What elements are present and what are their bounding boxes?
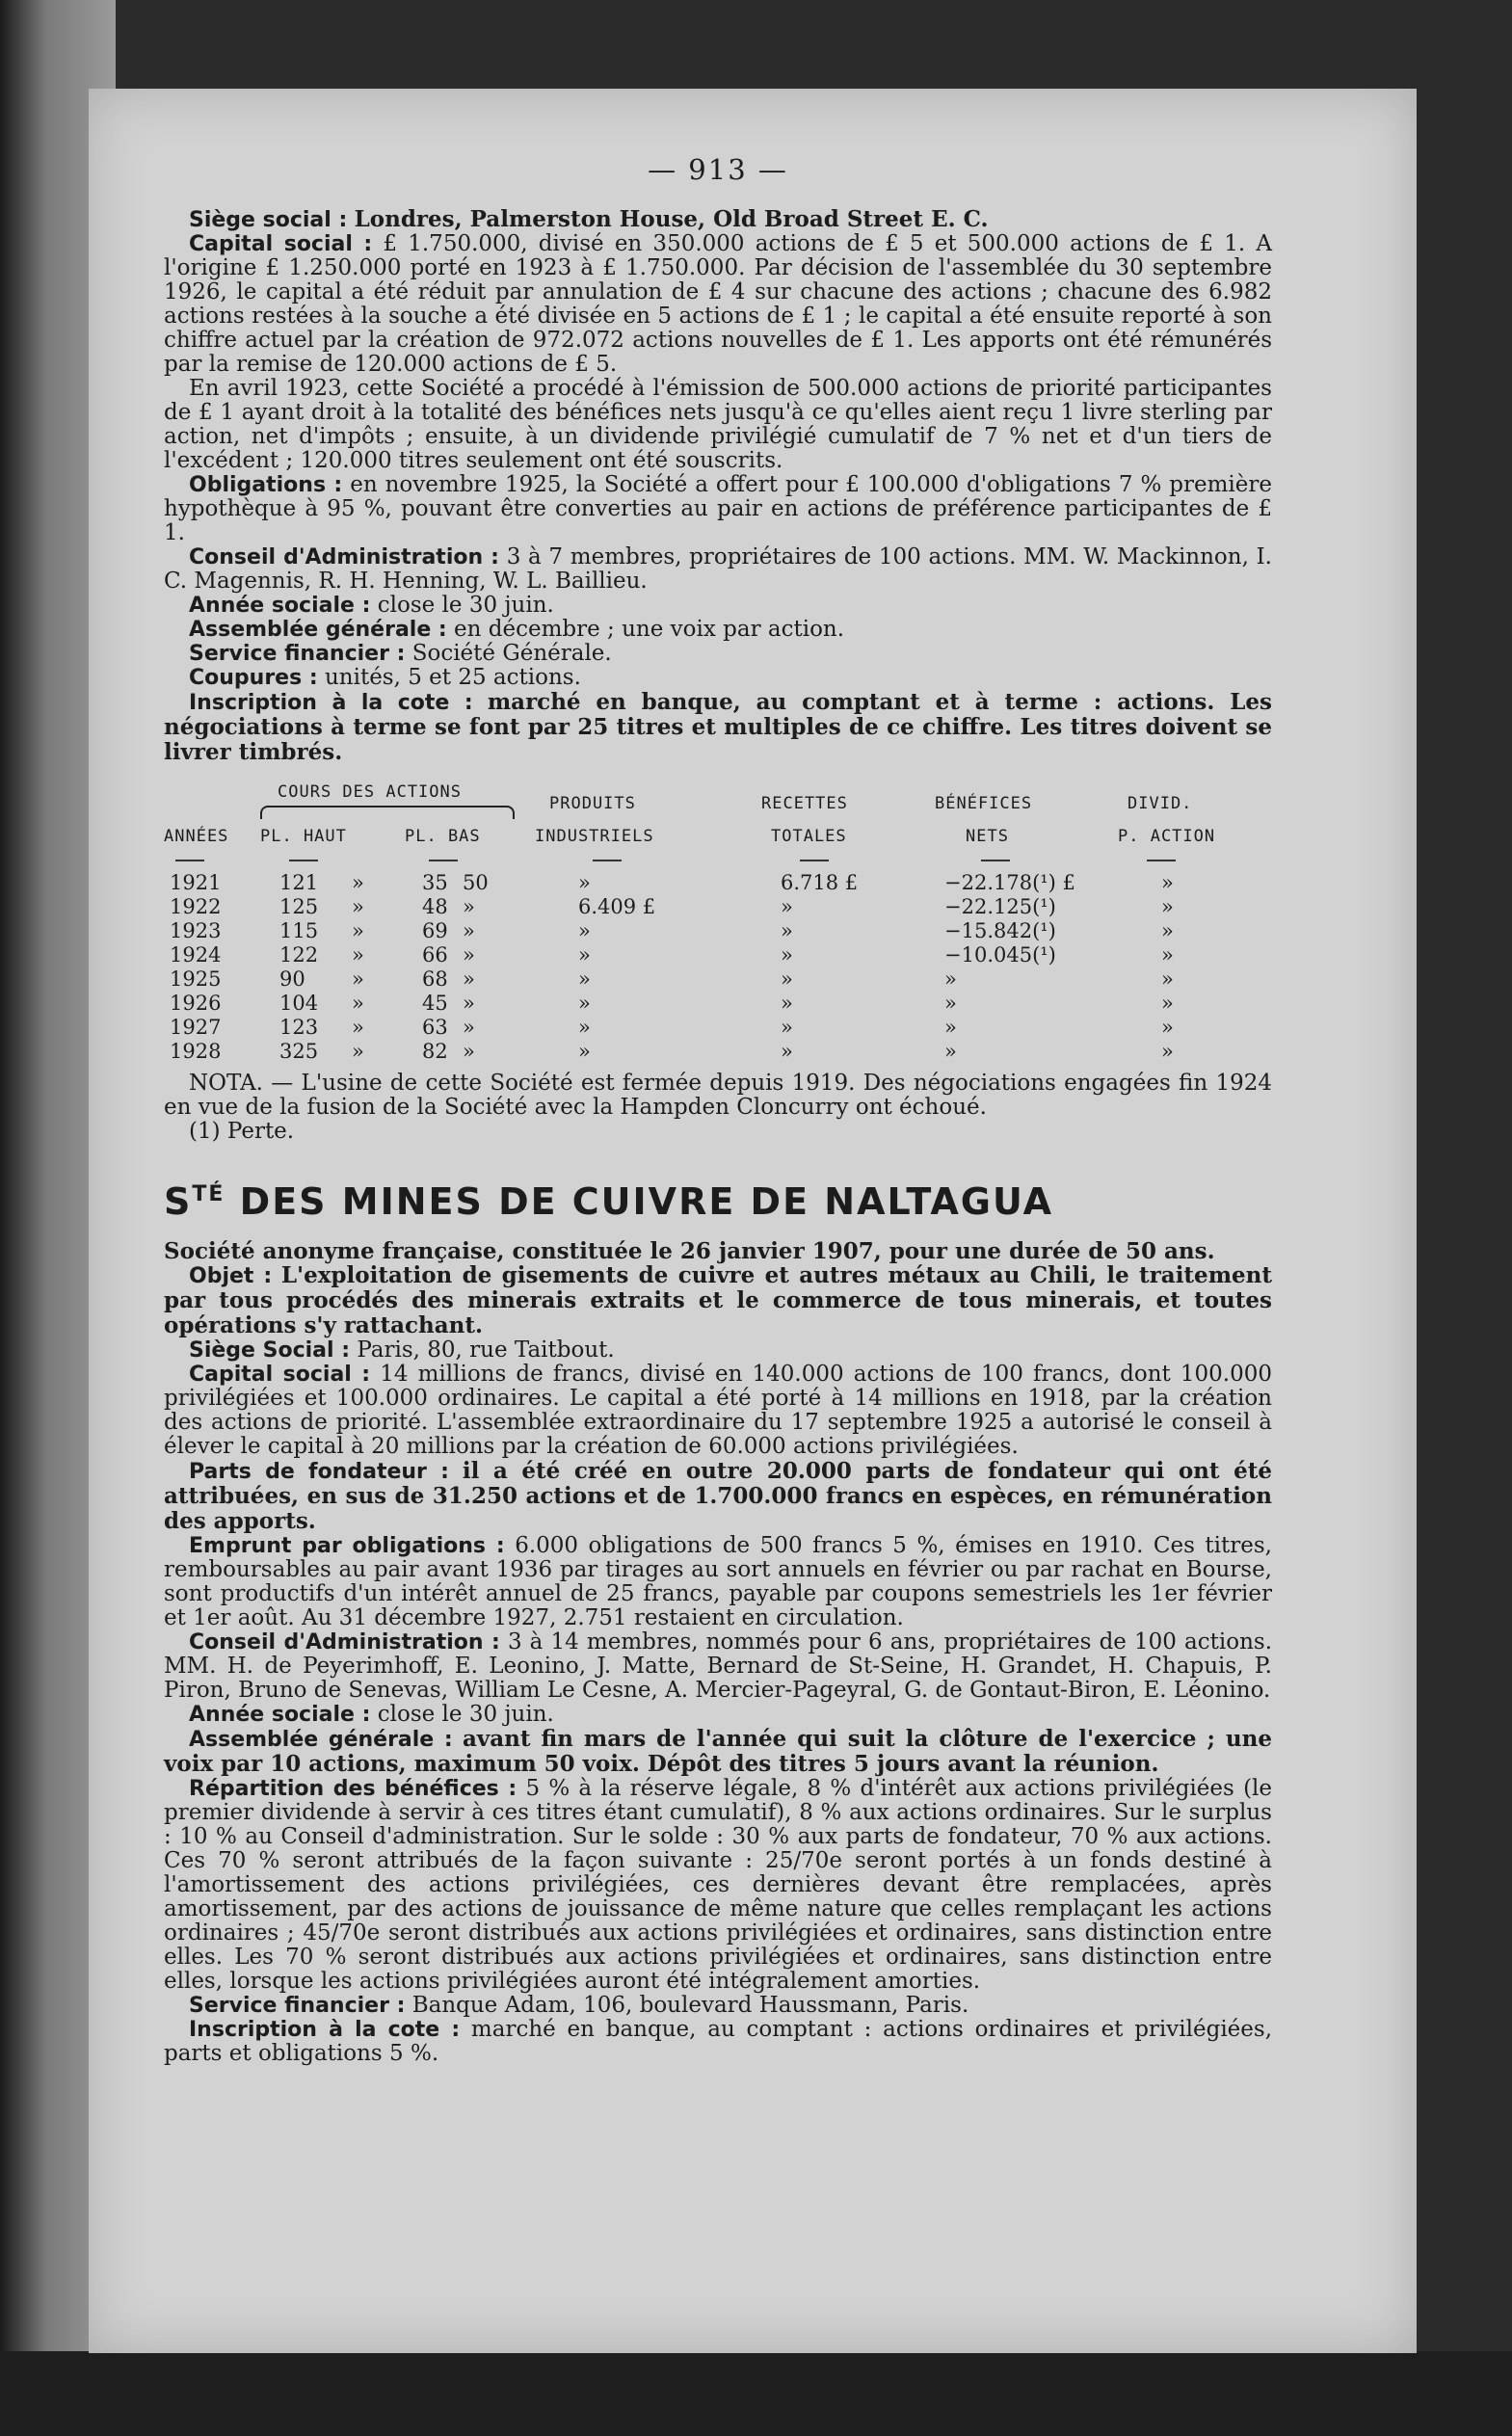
- s2-assemblee-label: Assemblée générale :: [189, 1728, 453, 1752]
- cell-benefices: −10.045(¹): [944, 943, 1056, 966]
- cell-recettes: »: [781, 895, 793, 918]
- cell-pl-haut-frac: »: [352, 895, 364, 918]
- service-paragraph: [164, 642, 1272, 666]
- service-text: Société Générale.: [411, 641, 612, 666]
- header-produits-2: INDUSTRIELS: [535, 827, 654, 846]
- inscription-text: marché en banque, au comptant et à terme : actions. Les négociations à terme se font par 25 titres et multiples de ce chiffre. Les titres doivent se livrer timbrés.: [164, 689, 1272, 765]
- cell-pl-haut-frac: »: [352, 1016, 364, 1039]
- conseil-text: 3 à 7 membres, propriétaires de 100 actions. MM. W. Mackinnon, I. C. Magennis, R. H. Henning, W. L. Baillieu.: [164, 544, 1272, 594]
- cell-divid: »: [1161, 1016, 1174, 1039]
- cell-pl-haut-frac: »: [352, 967, 364, 991]
- s2-annee-text: close le 30 juin.: [377, 1702, 554, 1727]
- s2-repartition-label: Répartition des bénéfices :: [189, 1777, 517, 1801]
- s2-parts-text: il a été créé en outre 20.000 parts de fondateur qui ont été attribuées, en sus de 31.250 actions et de 1.700.000 francs en espèces, en rémunération des apports.: [164, 1458, 1272, 1534]
- s2-assemblee-text: avant fin mars de l'année qui suit la clôture de l'exercice ; une voix par 10 actions, maximum 50 voix. Dépôt des titres 5 jours avant la réunion.: [164, 1726, 1273, 1777]
- s2-repartition-paragraph: [164, 1777, 1272, 1994]
- service-label: Service financier :: [189, 642, 406, 666]
- header-benefices-1: BÉNÉFICES: [935, 794, 1033, 813]
- avril-paragraph: En avril 1923, cette Société a procédé à l'émission de 500.000 actions de priorité participantes de £ 1 ayant droit à la totalité des bénéfices nets jusqu'à ce qu'elles aient reçu 1 livre sterling par action, net d'impôts ; ensuite, à un dividende privilégié cumulatif de 7 % net et d'un tiers de l'excédent ; 120.000 titres seulement ont été souscrits.: [164, 376, 1272, 473]
- header-divid-2: P. ACTION: [1118, 827, 1216, 846]
- cell-recettes: »: [781, 1016, 793, 1039]
- cell-pl-bas: 82: [422, 1040, 448, 1063]
- s2-siege-label: Siège Social :: [189, 1338, 351, 1363]
- header-annees: ANNÉES: [164, 827, 229, 846]
- header-recettes-2: TOTALES: [771, 827, 847, 846]
- s2-siege-text: Paris, 80, rue Taitbout.: [357, 1337, 615, 1363]
- cell-pl-bas-frac: »: [463, 967, 475, 991]
- section-title-sup: TÉ: [192, 1182, 225, 1206]
- cell-produits: »: [578, 1040, 591, 1063]
- cell-pl-bas: 68: [422, 967, 448, 991]
- cell-divid: »: [1161, 919, 1174, 942]
- siege-label: Siège social :: [189, 208, 348, 232]
- cell-pl-bas-frac: »: [463, 919, 475, 942]
- s2-capital-paragraph: [164, 1363, 1272, 1459]
- cell-pl-haut: 90: [279, 967, 305, 991]
- header-cours-des-actions: COURS DES ACTIONS: [278, 782, 462, 802]
- conseil-paragraph: [164, 545, 1272, 594]
- header-benefices-2: NETS: [966, 827, 1009, 846]
- s2-objet-label: Objet :: [189, 1264, 273, 1288]
- dash: [800, 860, 829, 861]
- table-row: [164, 871, 1272, 895]
- obligations-paragraph: [164, 473, 1272, 545]
- cell-produits: »: [578, 919, 591, 942]
- s2-capital-text: 14 millions de francs, divisé en 140.000 actions de 100 francs, dont 100.000 privilégiées et 100.000 ordinaires. Le capital a été porté à 14 millions en 1918, par la création des actions de priorité. L'assemblée extraordinaire du 17 septembre 1925 a autorisé le conseil à élever le capital à 20 millions par la création de 60.000 actions privilégiées.: [164, 1362, 1272, 1459]
- cell-pl-haut-frac: »: [352, 992, 364, 1015]
- capital-paragraph: [164, 232, 1272, 377]
- cell-pl-haut: 123: [279, 1016, 319, 1039]
- cell-recettes: »: [781, 919, 793, 942]
- cell-year: 1921: [170, 871, 222, 894]
- header-divid-1: DIVID.: [1127, 794, 1193, 813]
- table-body: [164, 871, 1272, 1064]
- nota-paragraph: [164, 1072, 1272, 1120]
- cell-produits: 6.409 £: [578, 895, 656, 918]
- cell-pl-bas-frac: »: [463, 1040, 475, 1063]
- nota-text: — L'usine de cette Société est fermée depuis 1919. Des négociations engagées fin 1924 en vue de la fusion de la Société avec la Hampden Cloncurry ont échoué.: [164, 1071, 1272, 1120]
- s2-repartition-text: 5 % à la réserve légale, 8 % d'intérêt aux actions privilégiées (le premier dividende à servir à ces titres étant cumulatif), 8 % aux actions ordinaires. Sur le surplus : 10 % au Conseil d'administration. Sur le solde : 30 % aux parts de fondateur, 70 % aux actions. Ces 70 % seront attribués de la façon suivante : 25/70e seront portés à un fonds destiné à l'amortissement des actions privilégiées, ces dernières devant être remplacées, après amortissement, par des actions de jouissance de même nature que celles remplaçant les actions ordinaires ; 45/70e seront distribués aux actions privilégiées et ordinaires, sans distinction entre elles. Les 70 % seront distribués aux actions privilégiées et ordinaires, sans distinction entre elles, lorsque les actions privilégiées auront été intégralement amorties.: [164, 1776, 1273, 1994]
- cell-recettes: »: [781, 992, 793, 1015]
- table-row: [164, 967, 1272, 992]
- coupures-paragraph: [164, 666, 1272, 690]
- dash: [175, 860, 204, 861]
- cell-pl-haut-frac: »: [352, 919, 364, 942]
- cell-pl-bas-frac: »: [463, 992, 475, 1015]
- cell-produits: »: [578, 943, 591, 966]
- cell-recettes: 6.718 £: [781, 871, 859, 894]
- assemblee-paragraph: [164, 618, 1272, 642]
- header-pl-haut: PL. HAUT: [260, 827, 347, 846]
- cell-year: 1927: [170, 1016, 222, 1039]
- s2-conseil-text: 3 à 14 membres, nommés pour 6 ans, propriétaires de 100 actions. MM. H. de Peyerimhoff, E. Leonino, J. Matte, Bernard de St-Seine, H. Grandet, H. Chapuis, P. Piron, Bruno de Senevas, William Le Cesne, A. Mercier-Pageyral, G. de Gontaut-Biron, E. Léonino.: [164, 1629, 1273, 1703]
- cell-pl-bas: 35: [422, 871, 448, 894]
- annee-paragraph: [164, 594, 1272, 618]
- table-header-top: [164, 779, 1272, 823]
- s2-conseil-paragraph: [164, 1630, 1272, 1703]
- table-row: [164, 943, 1272, 967]
- header-brace: [260, 806, 515, 819]
- table-row: [164, 1040, 1272, 1064]
- s2-capital-label: Capital social :: [189, 1363, 371, 1387]
- cell-benefices: »: [944, 967, 957, 991]
- cell-benefices: −22.178(¹) £: [944, 871, 1075, 894]
- financial-table: [164, 779, 1272, 1064]
- cell-benefices: −15.842(¹): [944, 919, 1056, 942]
- section-title-rest: DES MINES DE CUIVRE DE NALTAGUA: [239, 1180, 1054, 1223]
- cell-pl-bas-frac: »: [463, 943, 475, 966]
- cell-year: 1924: [170, 943, 222, 966]
- cell-pl-haut: 104: [279, 992, 319, 1015]
- s2-service-paragraph: [164, 1994, 1272, 2018]
- cell-year: 1922: [170, 895, 222, 918]
- cell-year: 1926: [170, 992, 222, 1015]
- nota-label: NOTA.: [189, 1071, 263, 1096]
- table-row: [164, 895, 1272, 919]
- cell-recettes: »: [781, 1040, 793, 1063]
- coupures-label: Coupures :: [189, 666, 318, 690]
- cell-benefices: −22.125(¹): [944, 895, 1056, 918]
- s2-annee-paragraph: [164, 1703, 1272, 1727]
- s2-parts-paragraph: [164, 1459, 1272, 1534]
- cell-pl-bas: 48: [422, 895, 448, 918]
- page-number: — 913 —: [648, 153, 788, 186]
- dash: [981, 860, 1010, 861]
- s2-inscription-label: Inscription à la cote :: [189, 2018, 461, 2042]
- cell-pl-bas-frac: »: [463, 1016, 475, 1039]
- s2-intro: Société anonyme française, constituée le 26 janvier 1907, pour une durée de 50 ans.: [164, 1238, 1215, 1264]
- dash: [429, 860, 458, 861]
- capital-text: £ 1.750.000, divisé en 350.000 actions de £ 5 et 500.000 actions de £ 1. A l'origine £ 1.250.000 porté en 1923 à £ 1.750.000. Par décision de l'assemblée du 30 septembre 1926, le capital a été réduit par annulation de £ 4 sur chacune des actions ; chacune des 6.982 actions restées à la souche a été divisée en 5 actions de £ 1 ; le capital a été ensuite reporté à son chiffre actuel par la création de 972.072 actions nouvelles de £ 1. Les apports ont été rémunérés par la remise de 120.000 actions de £ 5.: [164, 231, 1272, 377]
- s2-emprunt-label: Emprunt par obligations :: [189, 1534, 505, 1558]
- cell-pl-haut: 115: [279, 919, 319, 942]
- cell-divid: »: [1161, 1040, 1174, 1063]
- header-recettes-1: RECETTES: [761, 794, 848, 813]
- cell-produits: »: [578, 1016, 591, 1039]
- cell-year: 1928: [170, 1040, 222, 1063]
- table-header-bottom: [164, 823, 1272, 850]
- s2-assemblee-paragraph: [164, 1727, 1272, 1777]
- cell-divid: »: [1161, 895, 1174, 918]
- table-row: [164, 919, 1272, 943]
- cell-pl-bas-frac: 50: [463, 871, 489, 894]
- cell-recettes: »: [781, 943, 793, 966]
- cell-divid: »: [1161, 943, 1174, 966]
- cell-year: 1923: [170, 919, 222, 942]
- s2-siege-paragraph: [164, 1338, 1272, 1363]
- s2-inscription-paragraph: [164, 2018, 1272, 2066]
- inscription-paragraph: [164, 690, 1272, 765]
- cell-benefices: »: [944, 1016, 957, 1039]
- page-content: [164, 153, 1273, 2066]
- coupures-text: unités, 5 et 25 actions.: [324, 665, 581, 690]
- cell-pl-haut: 125: [279, 895, 319, 918]
- table-dash-row: [164, 850, 1272, 871]
- cell-produits: »: [578, 967, 591, 991]
- s2-parts-label: Parts de fondateur :: [189, 1460, 449, 1484]
- inscription-label: Inscription à la cote :: [189, 691, 473, 715]
- scan-bottom-background: [0, 2351, 1512, 2436]
- document-page: [89, 89, 1417, 2353]
- dash: [289, 860, 318, 861]
- cell-pl-bas: 45: [422, 992, 448, 1015]
- cell-divid: »: [1161, 992, 1174, 1015]
- siege-value: Londres, Palmerston House, Old Broad Street E. C.: [354, 206, 989, 232]
- capital-label: Capital social :: [189, 232, 373, 256]
- cell-pl-haut-frac: »: [352, 1040, 364, 1063]
- cell-produits: »: [578, 871, 591, 894]
- s2-emprunt-text: 6.000 obligations de 500 francs 5 %, émises en 1910. Ces titres, remboursables au pair avant 1936 par tirages au sort annuels en février ou par rachat en Bourse, sont productifs d'un intérêt annuel de 25 francs, payable par coupons semestriels les 1er février et 1er août. Au 31 décembre 1927, 2.751 restaient en circulation.: [164, 1533, 1272, 1630]
- cell-recettes: »: [781, 967, 793, 991]
- cell-pl-bas-frac: »: [463, 895, 475, 918]
- siege-paragraph: [164, 207, 1272, 232]
- cell-benefices: »: [944, 992, 957, 1015]
- footnote: (1) Perte.: [189, 1119, 295, 1144]
- s2-objet-text: L'exploitation de gisements de cuivre et autres métaux au Chili, le traitement par tous procédés des minerais extraits et le commerce de tous minerais, et toutes opérations s'y rattachant.: [164, 1262, 1273, 1338]
- cell-pl-haut-frac: »: [352, 943, 364, 966]
- annee-label: Année sociale :: [189, 594, 371, 618]
- dash: [593, 860, 622, 861]
- section-title-prefix: S: [164, 1180, 193, 1223]
- section-title: [164, 1180, 1272, 1223]
- s2-annee-label: Année sociale :: [189, 1703, 371, 1727]
- cell-divid: »: [1161, 967, 1174, 991]
- cell-year: 1925: [170, 967, 222, 991]
- cell-pl-haut-frac: »: [352, 871, 364, 894]
- cell-benefices: »: [944, 1040, 957, 1063]
- conseil-label: Conseil d'Administration :: [189, 545, 499, 569]
- header-produits-1: PRODUITS: [549, 794, 636, 813]
- s2-conseil-label: Conseil d'Administration :: [189, 1630, 500, 1655]
- cell-pl-haut: 122: [279, 943, 319, 966]
- assemblee-text: en décembre ; une voix par action.: [454, 617, 845, 642]
- cell-produits: »: [578, 992, 591, 1015]
- s2-emprunt-paragraph: [164, 1534, 1272, 1630]
- cell-pl-bas: 66: [422, 943, 448, 966]
- s2-inscription-text: marché en banque, au comptant : actions ordinaires et privilégiées, parts et obligations 5 %.: [164, 2017, 1273, 2066]
- s2-objet-paragraph: [164, 1263, 1272, 1338]
- dash: [1147, 860, 1176, 861]
- cell-pl-bas: 63: [422, 1016, 448, 1039]
- header-pl-bas: PL. BAS: [405, 827, 481, 846]
- table-row: [164, 992, 1272, 1016]
- annee-text: close le 30 juin.: [377, 593, 554, 618]
- obligations-label: Obligations :: [189, 473, 343, 497]
- cell-pl-haut: 121: [279, 871, 319, 894]
- section2-body: [164, 1239, 1272, 2066]
- obligations-text: en novembre 1925, la Société a offert pour £ 100.000 d'obligations 7 % première hypothèque à 95 %, pouvant être converties au pair en actions de préférence participantes de £ 1.: [164, 472, 1273, 545]
- s2-service-label: Service financier :: [189, 1994, 406, 2018]
- assemblee-label: Assemblée générale :: [189, 618, 447, 642]
- cell-divid: »: [1161, 871, 1174, 894]
- cell-pl-bas: 69: [422, 919, 448, 942]
- s2-service-text: Banque Adam, 106, boulevard Haussmann, Paris.: [411, 1993, 969, 2018]
- cell-pl-haut: 325: [279, 1040, 319, 1063]
- table-row: [164, 1016, 1272, 1040]
